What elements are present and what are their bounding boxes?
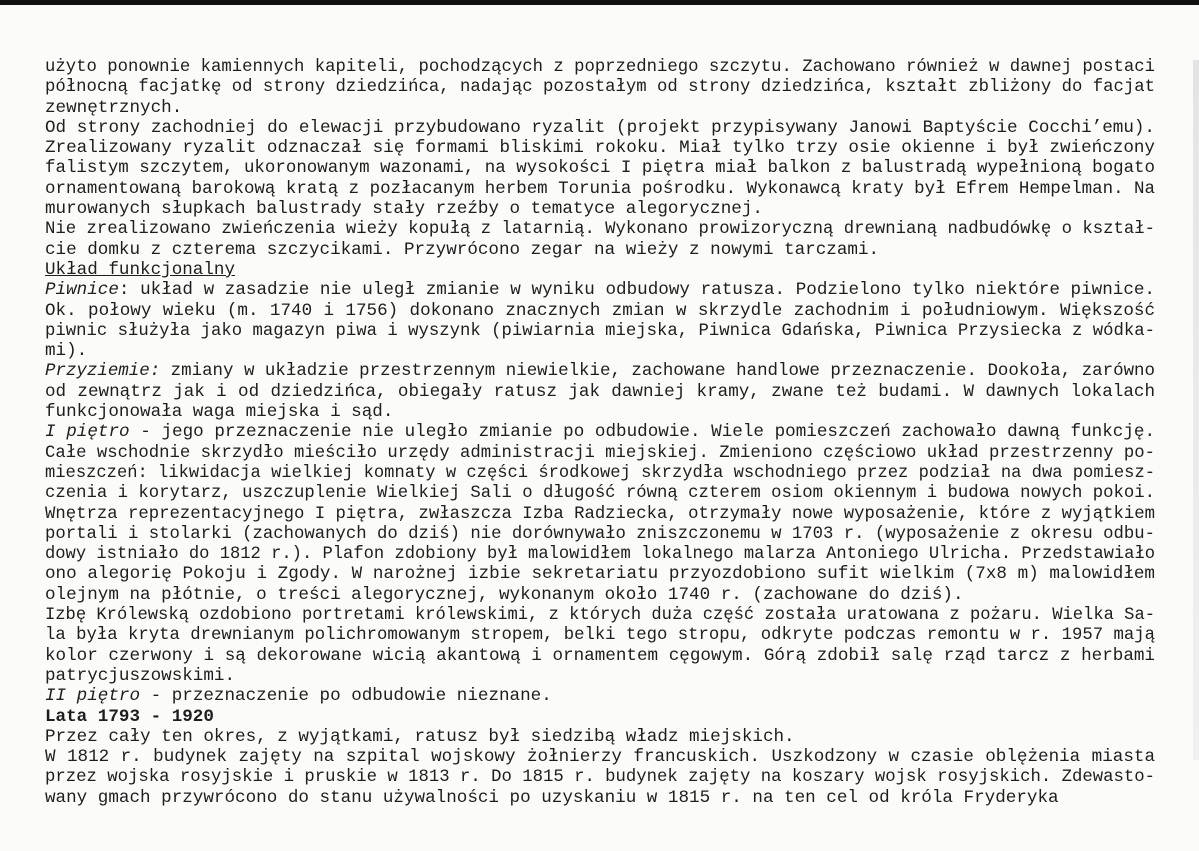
text-line bbox=[45, 727, 1155, 747]
section-heading bbox=[45, 707, 1155, 727]
line-text: dowy istniało do 1812 r.). Plafon zdobiony był malowidłem lokalnego malarza Antoniego Ulricha. Przedstawiało bbox=[45, 544, 1155, 565]
line-text: patrycjuszowskimi. bbox=[45, 665, 236, 686]
line-content bbox=[45, 483, 1155, 503]
line-text: Nie zrealizowano zwieńczenia wieży kopułą z latarnią. Wykonano prowizoryczną drewnianą nadbudówkę o kształ- bbox=[45, 219, 1155, 240]
section-heading bbox=[45, 260, 1155, 280]
line-lead: I piętro bbox=[45, 422, 130, 443]
text-line bbox=[45, 301, 1155, 321]
line-content bbox=[45, 321, 1155, 341]
line-content bbox=[45, 138, 1155, 158]
text-line bbox=[45, 402, 1155, 422]
line-text: piwnic służyła jako magazyn piwa i wyszynk (piwiarnia miejska, Piwnica Gdańska, Piwnica Przysiecka z wódka- bbox=[45, 320, 1155, 341]
line-text: : układ w zasadzie nie uległ zmianie w wyniku odbudowy ratusza. Podzielono tylko niektóre piwnice. bbox=[118, 280, 1155, 301]
text-line bbox=[45, 77, 1155, 97]
line-text: czenia i korytarz, uszczuplenie Wielkiej Sali o długość równą czterem osiom okiennym i budowa nowych pokoi. bbox=[45, 483, 1155, 504]
line-content bbox=[45, 382, 1155, 402]
text-line bbox=[45, 788, 1155, 808]
line-text: murowanych słupkach balustrady stały rzeźby o tematyce alegorycznej. bbox=[45, 199, 763, 220]
line-text: ono alegorię Pokoju i Zgody. W narożnej izbie sekretariatu przyozdobiono sufit wielkim (7x8 m) malowidłem bbox=[45, 564, 1155, 585]
text-line bbox=[45, 443, 1155, 463]
scan-right-edge bbox=[1193, 60, 1199, 760]
line-content bbox=[45, 646, 1155, 666]
line-content bbox=[45, 98, 182, 118]
text-line bbox=[45, 422, 1155, 442]
line-text: cie domku z czterema szczycikami. Przywrócono zegar na wieży z nowymi tarczami. bbox=[45, 239, 880, 260]
line-text: Zrealizowany ryzalit odznaczał się formami bliskimi rokoku. Miał tylko trzy osie okienne i był zwieńczony bbox=[45, 138, 1155, 159]
line-text: mi). bbox=[45, 341, 88, 362]
text-line bbox=[45, 605, 1155, 625]
text-line bbox=[45, 646, 1155, 666]
text-line bbox=[45, 280, 1155, 300]
line-text: wany gmach przywrócono do stanu używalności po uzyskaniu w 1815 r. na ten cel od króla Fryderyka bbox=[45, 787, 1059, 808]
line-text: W 1812 r. budynek zajęty na szpital wojskowy żołnierzy francuskich. Uszkodzony w czasie oblężenia miasta bbox=[45, 747, 1155, 768]
text-line bbox=[45, 524, 1155, 544]
line-content bbox=[45, 361, 1155, 381]
text-line bbox=[45, 98, 1155, 118]
line-content bbox=[45, 544, 1155, 564]
line-content bbox=[45, 280, 1155, 300]
line-content bbox=[45, 504, 1155, 524]
line-content bbox=[45, 118, 1155, 138]
line-content bbox=[45, 564, 1155, 584]
text-line bbox=[45, 138, 1155, 158]
text-line bbox=[45, 504, 1155, 524]
line-content bbox=[45, 443, 1155, 463]
text-line bbox=[45, 341, 1155, 361]
line-lead: Piwnice bbox=[45, 280, 119, 301]
scan-top-edge bbox=[0, 0, 1199, 5]
text-line bbox=[45, 118, 1155, 138]
text-line bbox=[45, 483, 1155, 503]
text-line bbox=[45, 240, 1155, 260]
line-content bbox=[45, 605, 1155, 625]
line-content bbox=[45, 524, 1155, 544]
text-line bbox=[45, 199, 1155, 219]
text-line bbox=[45, 747, 1155, 767]
line-text: Całe wschodnie skrzydło mieściło urzędy administracji miejskiej. Zmieniono częściowo układ przestrzenny po- bbox=[45, 442, 1155, 463]
line-content bbox=[45, 767, 1155, 787]
line-content bbox=[45, 686, 552, 706]
line-text: la była kryta drewnianym polichromowanym stropem, belki tego stropu, odkryte podczas remontu w r. 1957 mają bbox=[45, 625, 1155, 646]
line-text: zewnętrznych. bbox=[45, 97, 183, 118]
line-content bbox=[45, 158, 1155, 178]
document-body bbox=[45, 57, 1155, 808]
text-line bbox=[45, 158, 1155, 178]
text-line bbox=[45, 321, 1155, 341]
line-text: ornamentowaną barokową kratą z pozłacanym herbem Torunia pośrodku. Wykonawcą kraty był Efrem Hempelman. Na bbox=[45, 178, 1155, 199]
text-line bbox=[45, 767, 1155, 787]
line-text: funkcjonowała waga miejska i sąd. bbox=[45, 402, 394, 423]
line-content bbox=[45, 788, 1059, 808]
line-text: północną facjatkę od strony dziedzińca, nadając pozostałym od strony dziedzińca, kształt zbliżony do facjat bbox=[45, 77, 1155, 98]
line-content bbox=[45, 747, 1155, 767]
line-content bbox=[45, 260, 235, 280]
line-text: Izbę Królewską ozdobiono portretami królewskimi, z których duża część została uratowana z pożaru. Wielka Sa- bbox=[45, 605, 1155, 626]
line-lead: Układ funkcjonalny bbox=[45, 259, 236, 280]
line-text: zmiany w układzie przestrzennym niewielkie, zachowane handlowe przeznaczenie. Dookoła, zarówno bbox=[160, 361, 1155, 382]
line-text: mieszczeń: likwidacja wielkiej komnaty w części środkowej skrzydła wschodniego przez podział na dwa pomiesz- bbox=[45, 462, 1155, 483]
line-text: falistym szczytem, ukoronowanym wazonami, na wysokości I piętra miał balkon z balustradą wypełnioną bogato bbox=[45, 158, 1155, 179]
line-text: kolor czerwony i są dekorowane wicią akantową i ornamentem cęgowym. Górą zdobił salę rząd tarcz z herbami bbox=[45, 645, 1155, 666]
line-content bbox=[45, 57, 1155, 77]
line-content bbox=[45, 625, 1155, 645]
line-lead: Przyziemie: bbox=[45, 361, 161, 382]
line-lead: Lata 1793 - 1920 bbox=[45, 706, 214, 727]
line-content bbox=[45, 666, 235, 686]
line-text: Ok. połowy wieku (m. 1740 i 1756) dokonano znacznych zmian w skrzydle zachodnim i południowym. Większość bbox=[45, 300, 1155, 321]
line-text: - przeznaczenie po odbudowie nieznane. bbox=[140, 686, 552, 707]
line-content bbox=[45, 402, 393, 422]
text-line bbox=[45, 382, 1155, 402]
line-content bbox=[45, 179, 1155, 199]
line-content bbox=[45, 422, 1155, 442]
line-content bbox=[45, 585, 964, 605]
text-line bbox=[45, 463, 1155, 483]
line-content bbox=[45, 707, 214, 727]
text-line bbox=[45, 564, 1155, 584]
line-content bbox=[45, 199, 763, 219]
text-line bbox=[45, 686, 1155, 706]
line-text: - jego przeznaczenie nie uległo zmianie po odbudowie. Wiele pomieszczeń zachowało dawną funkcję. bbox=[129, 422, 1156, 443]
line-text: portali i stolarki (zachowanych do dziś) nie dorównywało zniszczonemu w 1703 r. (wyposażenie z okresu odbu- bbox=[45, 523, 1155, 544]
line-text: olejnym na płótnie, o treści alegorycznej, wykonanym około 1740 r. (zachowane do dziś). bbox=[45, 584, 964, 605]
line-text: od zewnątrz jak i od dziedzińca, obiegały ratusz jak dawniej kramy, zwane też budami. W dawnych lokalach bbox=[45, 381, 1155, 402]
line-text: Od strony zachodniej do elewacji przybudowano ryzalit (projekt przypisywany Janowi Baptyście Cocchi’emu). bbox=[45, 117, 1155, 138]
line-content bbox=[45, 77, 1155, 97]
text-line bbox=[45, 666, 1155, 686]
line-text: Wnętrza reprezentacyjnego I piętra, zwłaszcza Izba Radziecka, otrzymały nowe wyposażenie, które z wyjątkiem bbox=[45, 503, 1155, 524]
line-content bbox=[45, 727, 795, 747]
line-content bbox=[45, 301, 1155, 321]
text-line bbox=[45, 544, 1155, 564]
line-content bbox=[45, 240, 879, 260]
text-line bbox=[45, 625, 1155, 645]
text-line bbox=[45, 179, 1155, 199]
line-content bbox=[45, 341, 87, 361]
line-lead: II piętro bbox=[45, 686, 141, 707]
line-text: Przez cały ten okres, z wyjątkami, ratusz był siedzibą władz miejskich. bbox=[45, 726, 795, 747]
line-content bbox=[45, 463, 1155, 483]
text-line bbox=[45, 219, 1155, 239]
text-line bbox=[45, 585, 1155, 605]
line-text: przez wojska rosyjskie i pruskie w 1813 r. Do 1815 r. budynek zajęty na koszary wojsk rosyjskich. Zdewasto- bbox=[45, 767, 1155, 788]
text-line bbox=[45, 361, 1155, 381]
line-content bbox=[45, 219, 1155, 239]
line-text: użyto ponownie kamiennych kapiteli, pochodzących z poprzedniego szczytu. Zachowano również w dawnej postaci bbox=[45, 57, 1155, 77]
text-line bbox=[45, 57, 1155, 77]
